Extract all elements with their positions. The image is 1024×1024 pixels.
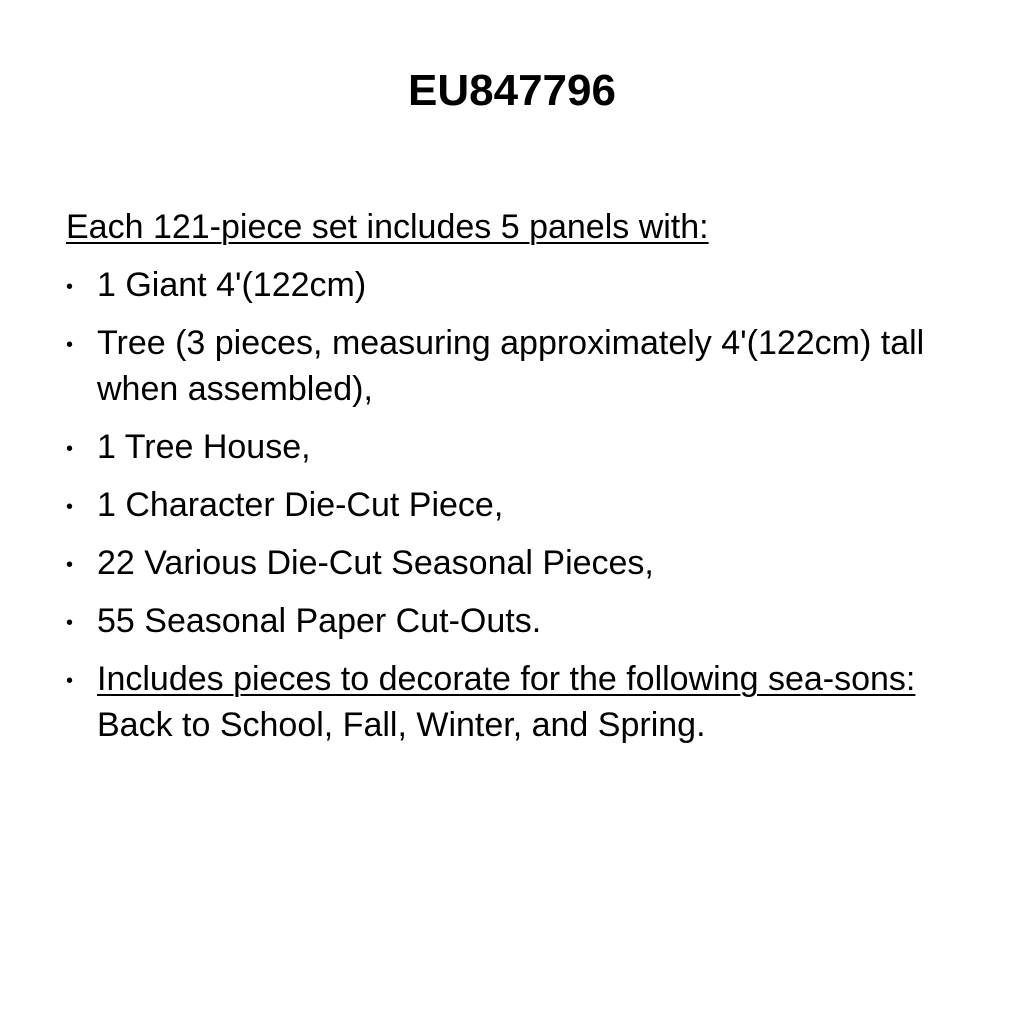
list-item-text: 55 Seasonal Paper Cut-Outs. xyxy=(97,602,542,640)
list-item xyxy=(66,540,966,586)
bullet-icon: • xyxy=(66,438,74,460)
list-item-underlined-text: Includes pieces to decorate for the following sea-sons: xyxy=(97,660,916,698)
bullet-icon: • xyxy=(66,554,74,576)
list-item xyxy=(66,482,966,528)
list-item xyxy=(66,598,966,644)
contents-list xyxy=(66,262,966,760)
intro-text: Each 121-piece set includes 5 panels with: xyxy=(66,208,709,246)
list-item-text: 22 Various Die-Cut Seasonal Pieces, xyxy=(97,544,654,582)
bullet-icon: • xyxy=(66,496,74,518)
list-item-text: 1 Tree House, xyxy=(97,428,311,466)
list-item xyxy=(66,320,966,412)
bullet-icon: • xyxy=(66,334,74,356)
list-item-text: Tree (3 pieces, measuring approximately 4'(122cm) tall when assembled), xyxy=(97,324,925,408)
page-title: EU847796 xyxy=(408,66,616,115)
list-item xyxy=(66,262,966,308)
bullet-icon: • xyxy=(66,670,74,692)
bullet-icon: • xyxy=(66,612,74,634)
list-item xyxy=(66,656,966,748)
list-item-text: 1 Character Die-Cut Piece, xyxy=(97,486,504,524)
list-item xyxy=(66,424,966,470)
list-item-text: Back to School, Fall, Winter, and Spring. xyxy=(97,706,706,744)
list-item-text: 1 Giant 4'(122cm) xyxy=(97,266,367,304)
bullet-icon: • xyxy=(66,276,74,298)
